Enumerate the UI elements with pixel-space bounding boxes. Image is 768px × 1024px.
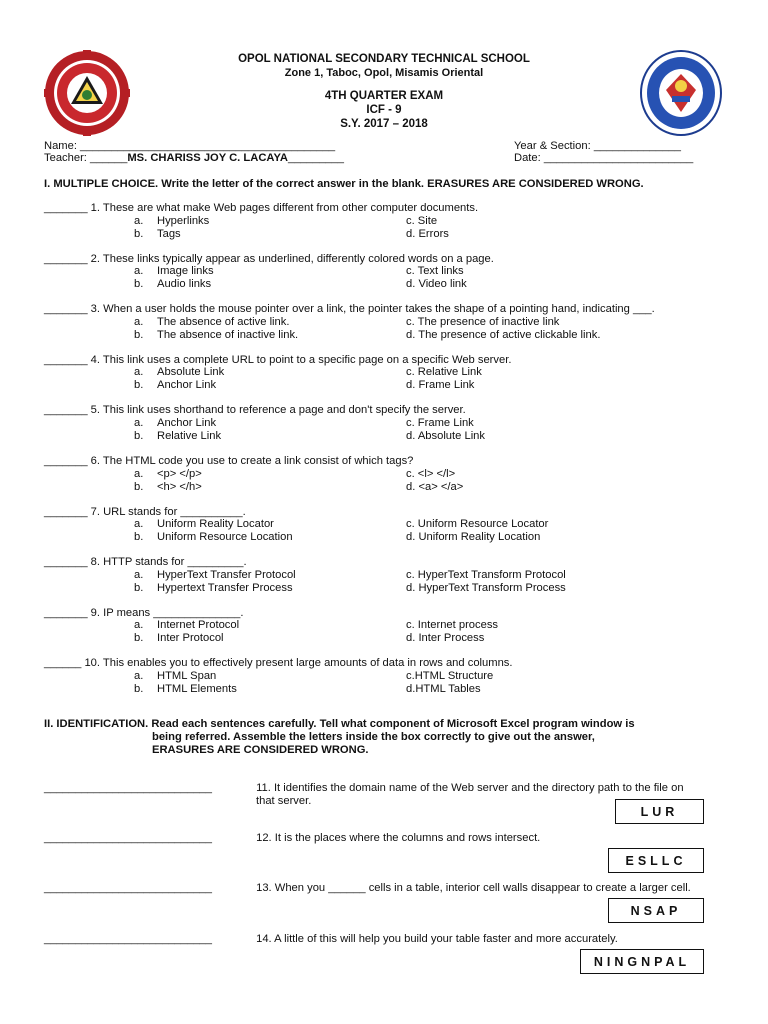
option-letter: b. — [134, 632, 144, 645]
option-c[interactable]: c. Site — [406, 214, 438, 227]
option-letter: a. — [134, 214, 144, 227]
option-c[interactable]: c. <l> </l> — [406, 467, 456, 480]
options — [44, 518, 734, 544]
option-text: HTML Elements — [157, 682, 237, 695]
question-text: 13. When you ______ cells in a table, interior cell walls disappear to create a larger cell. — [256, 882, 691, 894]
option-letter: b. — [134, 682, 144, 695]
teacher-name: MS. CHARISS JOY C. LACAYA — [127, 152, 288, 164]
option-text: Uniform Reality Locator — [157, 518, 274, 531]
question-2 — [44, 253, 734, 292]
option-a[interactable] — [134, 569, 296, 582]
deped-seal-logo — [640, 50, 722, 136]
option-text: The absence of active link. — [157, 315, 290, 328]
question-stem: _______ 6. The HTML code you use to create a link consist of which tags? — [44, 455, 414, 467]
option-c[interactable]: c.HTML Structure — [406, 669, 494, 682]
question-text: 14. A little of this will help you build your table faster and more accurately. — [256, 933, 618, 945]
option-letter: a. — [134, 416, 144, 429]
option-b[interactable] — [134, 481, 202, 494]
question-stem: _______ 5. This link uses shorthand to reference a page and don't specify the server. — [44, 404, 466, 417]
option-b[interactable] — [134, 430, 221, 443]
question-stem: _______ 2. These links typically appear as underlined, differently colored words on a page. — [44, 252, 494, 265]
year-section-field[interactable]: Year & Section: ______________ — [514, 140, 681, 152]
options — [44, 265, 734, 291]
date-field[interactable]: Date: ________________________ — [514, 152, 694, 164]
option-letter: b. — [134, 278, 144, 291]
option-text: Anchor Link — [157, 379, 217, 392]
option-letter: a. — [134, 518, 144, 531]
option-text: Hyperlinks — [157, 214, 210, 227]
option-c[interactable]: c. HyperText Transform Protocol — [406, 568, 566, 581]
option-text: Tags — [157, 227, 181, 240]
option-b[interactable] — [134, 582, 293, 595]
answer-blank[interactable]: ___________________________ — [44, 782, 212, 794]
section-2-title-line3: ERASURES ARE CONSIDERED WRONG. — [152, 744, 369, 756]
option-c[interactable]: c. Text links — [406, 265, 464, 278]
option-b[interactable] — [134, 379, 216, 392]
option-b[interactable] — [134, 278, 211, 291]
option-letter: a. — [134, 568, 144, 581]
option-text: Audio links — [157, 278, 212, 291]
option-b[interactable] — [134, 683, 237, 696]
option-d[interactable]: d. Inter Process — [406, 632, 485, 645]
option-text: Hypertext Transfer Process — [157, 581, 293, 594]
question-stem: _______ 9. IP means ______________. — [44, 606, 244, 619]
options — [44, 417, 734, 443]
question-text-cont: that server. — [256, 795, 312, 808]
option-text: HTML Span — [157, 669, 217, 682]
identification-item-13 — [44, 882, 734, 895]
option-text: Image links — [157, 265, 214, 278]
option-d[interactable]: d. Errors — [406, 227, 449, 240]
options — [44, 569, 734, 595]
option-letter: a. — [134, 265, 144, 278]
answer-blank[interactable]: ___________________________ — [44, 933, 212, 945]
question-text: 11. It identifies the domain name of the Web server and the directory path to the file on — [256, 782, 684, 794]
option-d[interactable]: d. HyperText Transform Process — [406, 581, 566, 594]
teacher-line — [44, 152, 344, 165]
option-a[interactable] — [134, 265, 214, 278]
option-b[interactable] — [134, 228, 181, 241]
option-a[interactable] — [134, 215, 209, 228]
option-text: Inter Protocol — [157, 632, 224, 645]
option-letter: b. — [134, 429, 144, 442]
option-text: Relative Link — [157, 429, 222, 442]
option-text: Internet Protocol — [157, 619, 240, 632]
school-year: S.Y. 2017 – 2018 — [340, 118, 428, 130]
option-a[interactable] — [134, 670, 216, 683]
option-d[interactable]: d.HTML Tables — [406, 682, 481, 695]
identification-item-12 — [44, 832, 734, 845]
option-a[interactable] — [134, 417, 216, 430]
option-letter: b. — [134, 328, 144, 341]
option-letter: a. — [134, 619, 144, 632]
option-letter: b. — [134, 581, 144, 594]
section-2-title-line1: II. IDENTIFICATION. Read each sentences carefully. Tell what component of Microsoft Excel program window is — [44, 718, 635, 730]
option-c[interactable]: c. Relative Link — [406, 366, 482, 379]
options — [44, 468, 734, 494]
question-stem: ______ 10. This enables you to effectively present large amounts of data in rows and columns. — [44, 657, 513, 670]
options — [44, 619, 734, 645]
answer-blank[interactable]: ___________________________ — [44, 882, 212, 894]
scrambled-letters-box: LUR — [615, 799, 704, 824]
section-2-title-line2: being referred. Assemble the letters inside the box correctly to give out the answer, — [152, 731, 595, 743]
option-d[interactable]: d. Absolute Link — [406, 429, 485, 442]
option-d[interactable]: d. Frame Link — [406, 379, 475, 392]
option-b[interactable] — [134, 329, 298, 342]
option-letter: a. — [134, 467, 144, 480]
question-stem: _______ 8. HTTP stands for _________. — [44, 556, 247, 569]
option-a[interactable] — [134, 316, 289, 329]
option-text: Anchor Link — [157, 416, 217, 429]
option-d[interactable]: d. Video link — [406, 278, 467, 291]
question-text: 12. It is the places where the columns and rows intersect. — [256, 832, 541, 844]
answer-blank[interactable]: ___________________________ — [44, 832, 212, 844]
scrambled-letters-box: NINGNPAL — [580, 949, 704, 974]
option-d[interactable]: d. <a> </a> — [406, 480, 464, 493]
option-letter: b. — [134, 480, 144, 493]
question-4 — [44, 354, 734, 393]
option-c[interactable]: c. The presence of inactive link — [406, 315, 560, 328]
option-text: Uniform Resource Location — [157, 531, 293, 544]
option-letter: b. — [134, 227, 144, 240]
option-c[interactable]: c. Uniform Resource Locator — [406, 518, 549, 531]
question-5 — [44, 404, 734, 443]
option-letter: b. — [134, 531, 144, 544]
question-stem: _______ 4. This link uses a complete URL to point to a specific page on a specific Web server. — [44, 353, 512, 366]
exam-title: 4TH QUARTER EXAM — [324, 90, 444, 102]
option-b[interactable] — [134, 531, 293, 544]
option-c[interactable]: c. Frame Link — [406, 416, 474, 429]
question-3 — [44, 303, 734, 342]
question-stem: _______ 3. When a user holds the mouse pointer over a link, the pointer takes the shape of a pointing hand, indicating ___. — [44, 303, 655, 316]
option-b[interactable] — [134, 632, 224, 645]
option-text: The absence of inactive link. — [157, 328, 299, 341]
scrambled-letters-box: NSAP — [608, 898, 704, 923]
subject-title: ICF - 9 — [366, 104, 402, 116]
options — [44, 215, 734, 241]
question-6 — [44, 455, 734, 494]
option-letter: b. — [134, 379, 144, 392]
teacher-label: Teacher: ______ — [44, 152, 128, 164]
question-stem: _______ 7. URL stands for __________. — [44, 505, 246, 518]
option-text: Absolute Link — [157, 366, 225, 379]
options — [44, 670, 734, 696]
section-1-title: I. MULTIPLE CHOICE. Write the letter of the correct answer in the blank. ERASURES ARE CONSIDERED WRONG. — [44, 178, 644, 190]
teacher-underline: _________ — [287, 152, 344, 164]
question-1 — [44, 202, 734, 241]
school-address: Zone 1, Taboc, Opol, Misamis Oriental — [284, 67, 484, 79]
option-a[interactable] — [134, 518, 274, 531]
option-a[interactable] — [134, 468, 202, 481]
option-text: <h> </h> — [157, 480, 202, 493]
option-text: HyperText Transfer Protocol — [157, 568, 296, 581]
options — [44, 366, 734, 392]
question-8 — [44, 556, 734, 595]
options — [44, 316, 734, 342]
option-d[interactable]: d. Uniform Reality Location — [406, 531, 541, 544]
option-a[interactable] — [134, 366, 224, 379]
school-seal-logo — [44, 50, 130, 136]
school-name: OPOL NATIONAL SECONDARY TECHNICAL SCHOOL — [238, 53, 530, 65]
option-letter: a. — [134, 669, 144, 682]
option-letter: a. — [134, 366, 144, 379]
question-10 — [44, 657, 734, 696]
identification-item-14 — [44, 933, 734, 946]
option-letter: a. — [134, 315, 144, 328]
option-a[interactable] — [134, 619, 239, 632]
question-9 — [44, 607, 734, 646]
option-d[interactable]: d. The presence of active clickable link. — [406, 328, 601, 341]
question-stem: _______ 1. These are what make Web pages different from other computer documents. — [44, 202, 479, 214]
name-field[interactable]: Name: _________________________________________ — [44, 140, 336, 152]
question-7 — [44, 506, 734, 545]
option-c[interactable]: c. Internet process — [406, 619, 499, 632]
option-text: <p> </p> — [157, 467, 202, 480]
scrambled-letters-box: ESLLC — [608, 848, 704, 873]
